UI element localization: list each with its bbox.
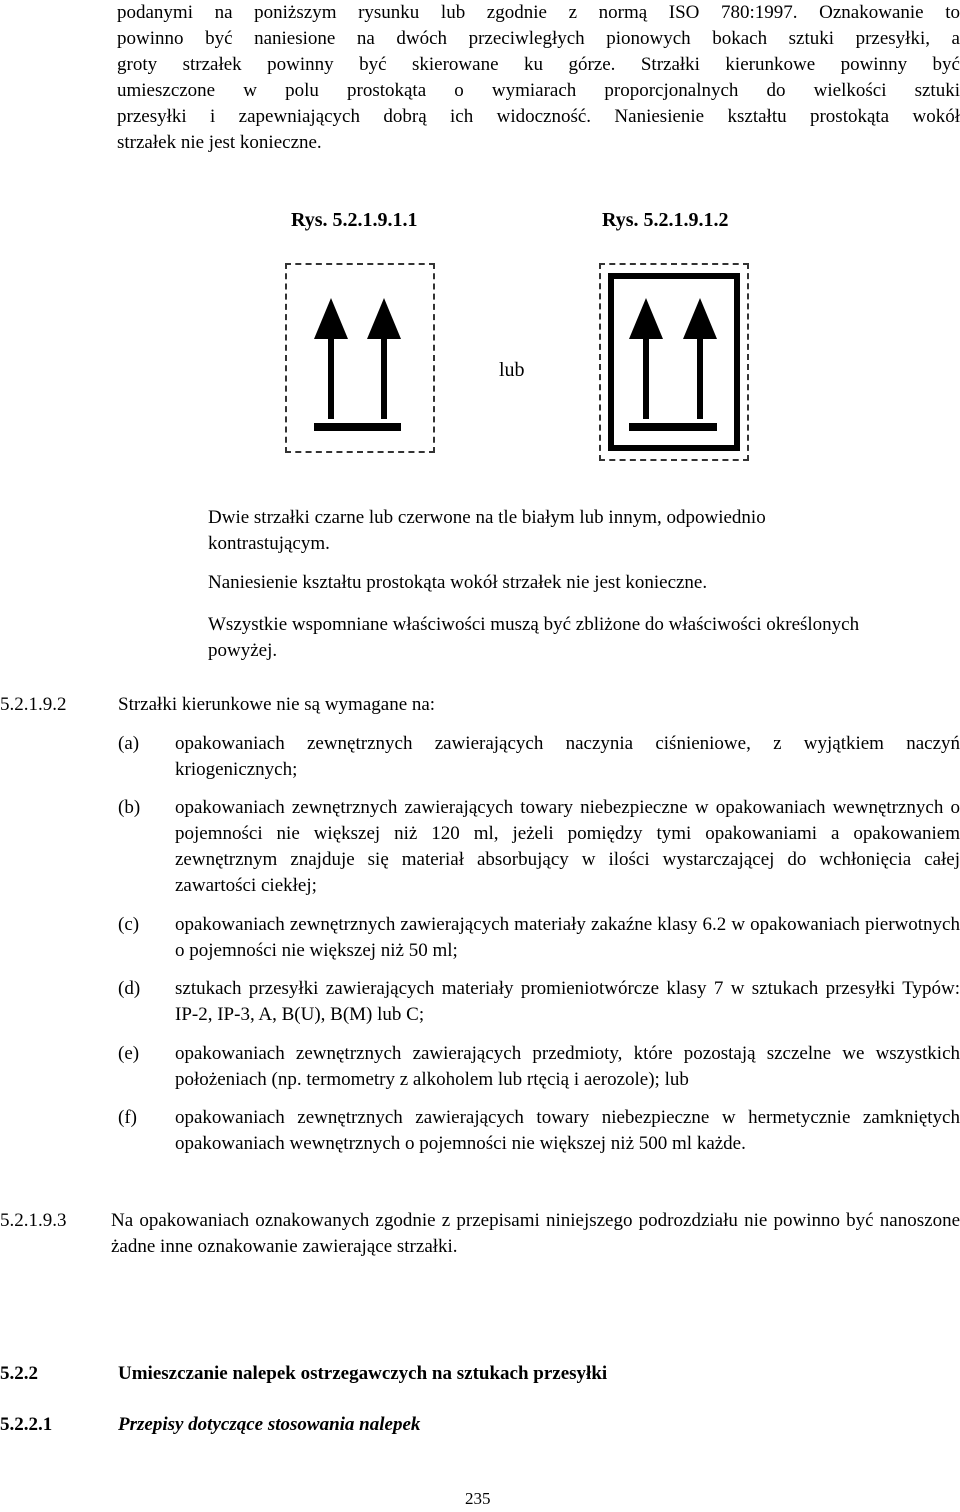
arrow-head-left <box>314 298 348 339</box>
arrow-shaft-right <box>697 337 703 419</box>
solid-frame <box>611 276 737 448</box>
list-item-label: (e) <box>118 1043 140 1064</box>
intro-line: umieszczone w polu prostokąta o wymiarach proporcjonalnych do wielkości sztuki <box>117 80 960 101</box>
intro-line: podanymi na poniższym rysunku lub zgodnie z normą ISO 780:1997. Oznakowanie to <box>117 2 960 23</box>
section-lead: Strzałki kierunkowe nie są wymagane na: <box>118 694 436 715</box>
base-bar <box>629 423 717 431</box>
section-text: Na opakowaniach oznakowanych zgodnie z przepisami niniejszego podrozdziału nie powinno być nanoszone żadne inne oznakowanie zawierające strzałki. <box>111 1210 960 1257</box>
intro-line: przesyłki i zapewniających dobrą ich widoczność. Naniesienie kształtu prostokąta wokół <box>117 106 960 127</box>
page-number: 235 <box>465 1489 491 1508</box>
base-bar <box>314 423 401 431</box>
note-properties: Wszystkie wspomniane właściwości muszą być zbliżone do właściwości określonych powyżej. <box>208 614 860 661</box>
arrow-head-left <box>629 298 663 339</box>
list-item-label: (d) <box>118 978 141 999</box>
arrow-head-right <box>683 298 717 339</box>
list-item: opakowaniach zewnętrznych zawierających towary niebezpieczne w opakowaniach wewnętrznych o pojemności nie większej niż 120 ml, jeżeli pomiędzy tymi opakowaniami a opakowaniem zewnętrznym znajduje się materiał absorbujący w ilości wystarczającej do wchłonięcia całej zawartości ciekłej; <box>175 797 960 896</box>
section-number: 5.2.1.9.2 <box>0 694 67 715</box>
or-label: lub <box>499 359 525 381</box>
list-item-label: (b) <box>118 797 141 818</box>
arrow-shaft-right <box>381 337 387 419</box>
list-item: opakowaniach zewnętrznych zawierających towary niebezpieczne w hermetycznie zamkniętych opakowaniach wewnętrznych o pojemności nie większej niż 500 ml każde. <box>175 1107 960 1154</box>
heading-title: Umieszczanie nalepek ostrzegawczych na sztukach przesyłki <box>118 1363 608 1384</box>
list-item: opakowaniach zewnętrznych zawierających naczynia ciśnieniowe, z wyjątkiem naczyń kriogenicznych; <box>175 733 960 780</box>
intro-paragraph <box>117 0 960 156</box>
list-item-label: (c) <box>118 914 140 935</box>
arrow-head-right <box>367 298 401 339</box>
note-colors: Dwie strzałki czarne lub czerwone na tle białym lub innym, odpowiednio kontrastującym. <box>208 507 766 554</box>
list-item-label: (a) <box>118 733 140 754</box>
list-item: sztukach przesyłki zawierających materiały promieniotwórcze klasy 7 w sztukach przesyłki Typów: IP-2, IP-3, A, B(U), B(M) lub C; <box>175 978 960 1025</box>
list-item: opakowaniach zewnętrznych zawierających materiały zakaźne klasy 6.2 w opakowaniach pierwotnych o pojemności nie większej niż 50 ml; <box>175 914 960 961</box>
heading-number: 5.2.2 <box>0 1363 38 1384</box>
list-item: opakowaniach zewnętrznych zawierających przedmioty, które pozostają szczelne we wszystkich położeniach (np. termometry z alkoholem lub rtęcią i aerozole); lub <box>175 1043 960 1090</box>
section-number: 5.2.1.9.3 <box>0 1210 67 1231</box>
figure-2-framed-up-arrows-icon <box>599 263 749 461</box>
figure-1-title: Rys. 5.2.1.9.1.1 <box>291 209 418 231</box>
intro-line: groty strzałek powinny być skierowane ku górze. Strzałki kierunkowe powinny być <box>117 54 960 75</box>
subheading-number: 5.2.2.1 <box>0 1414 53 1435</box>
intro-line: powinno być naniesione na dwóch przeciwległych pionowych bokach sztuki przesyłki, a <box>117 28 960 49</box>
note-rectangle: Naniesienie kształtu prostokąta wokół strzałek nie jest konieczne. <box>208 572 708 593</box>
intro-line: strzałek nie jest konieczne. <box>117 132 322 153</box>
list-item-label: (f) <box>118 1107 137 1128</box>
subheading-title: Przepisy dotyczące stosowania nalepek <box>118 1414 421 1435</box>
arrow-shaft-left <box>643 337 649 419</box>
arrow-shaft-left <box>328 337 334 419</box>
figure-2-title: Rys. 5.2.1.9.1.2 <box>602 209 729 231</box>
figure-1-up-arrows-icon <box>285 263 435 453</box>
